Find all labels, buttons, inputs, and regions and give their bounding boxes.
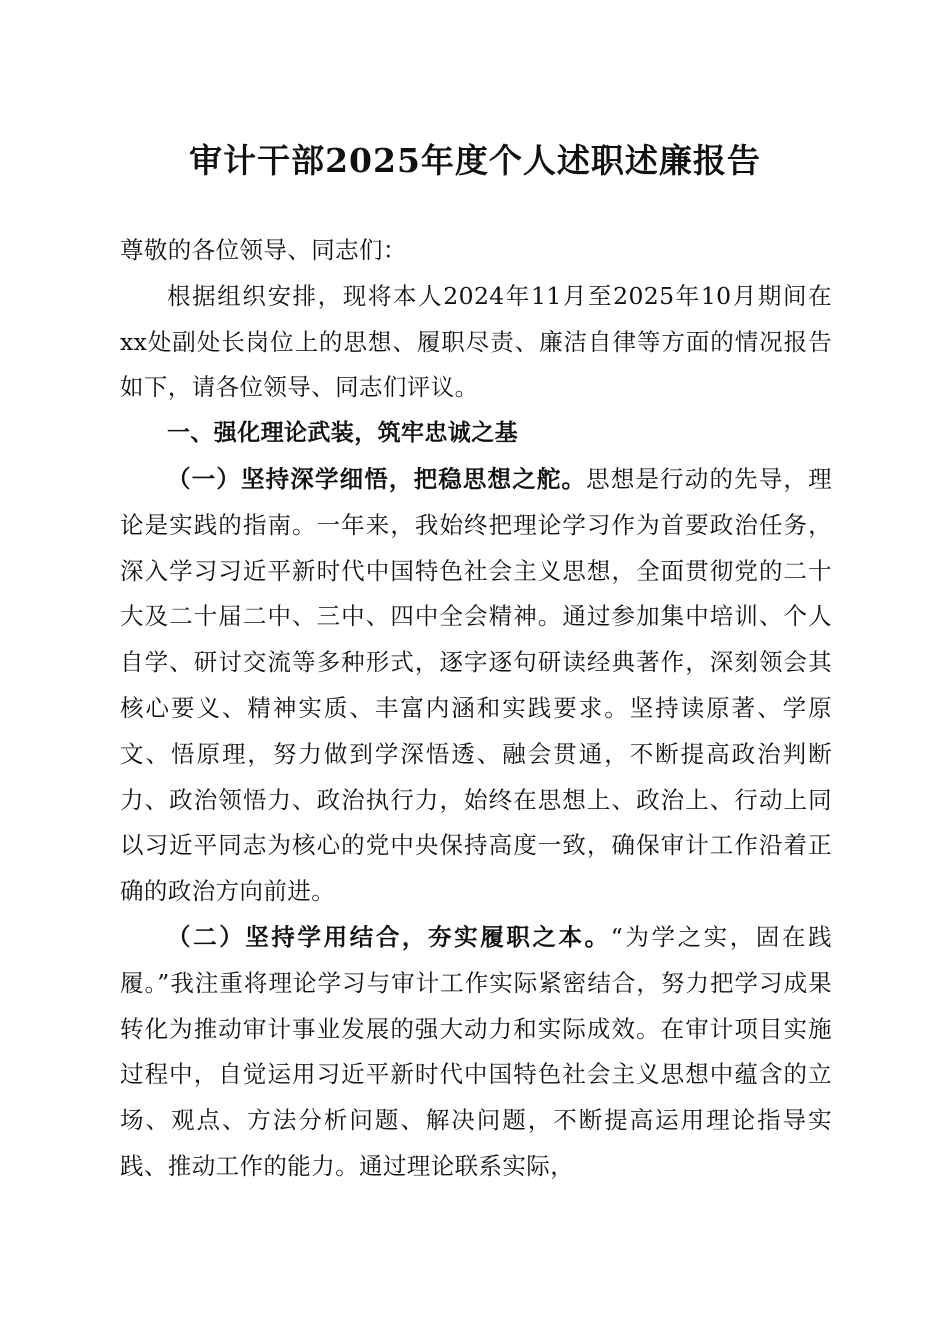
subsection-lead-1: （一）坚持深学细悟，把稳思想之舵。	[167, 464, 587, 493]
document-title: 审计干部2025年度个人述职述廉报告	[189, 141, 761, 180]
salutation: 尊敬的各位领导、同志们：	[120, 236, 407, 264]
subsection-text-2: “为学之实，固在践履。”我注重将理论学习与审计工作实际紧密结合，努力把学习成果转化为推动审计事业发展的强大动力和实际成效。在审计项目实施过程中，自觉运用习近平新时代中国特色社会主义思想中蕴含的立场、观点、方法分析问题、解决问题，不断提高运用理论指导实践、推动工作的能力。通过理论联系实际，	[120, 922, 832, 1180]
subsection-text-1: 思想是行动的先导，理论是实践的指南。一年来，我始终把理论学习作为首要政治任务，深入学习习近平新时代中国特色社会主义思想，全面贯彻党的二十大及二十届二中、三中、四中全会精神。通过参加集中培训、个人自学、研讨交流等多种形式，逐字逐句研读经典著作，深刻领会其核心要义、精神实质、丰富内涵和实践要求。坚持读原著、学原文、悟原理，努力做到学深悟透、融会贯通，不断提高政治判断力、政治领悟力、政治执行力，始终在思想上、政治上、行动上同以习近平同志为核心的党中央保持高度一致，确保审计工作沿着正确的政治方向前进。	[120, 464, 832, 906]
subsection-lead-2: （二）坚持学用结合，夯实履职之本。	[167, 922, 611, 951]
subsection-paragraph-1	[120, 457, 832, 915]
subsection-paragraph-2	[120, 915, 832, 1190]
section-heading-1: 一、强化理论武装，筑牢忠诚之基	[167, 420, 518, 447]
document-body	[120, 228, 832, 1190]
intro-paragraph: 根据组织安排，现将本人2024年11月至2025年10月期间在xx处副处长岗位上的思想、履职尽责、廉洁自律等方面的情况报告如下，请各位领导、同志们评议。	[120, 281, 832, 402]
